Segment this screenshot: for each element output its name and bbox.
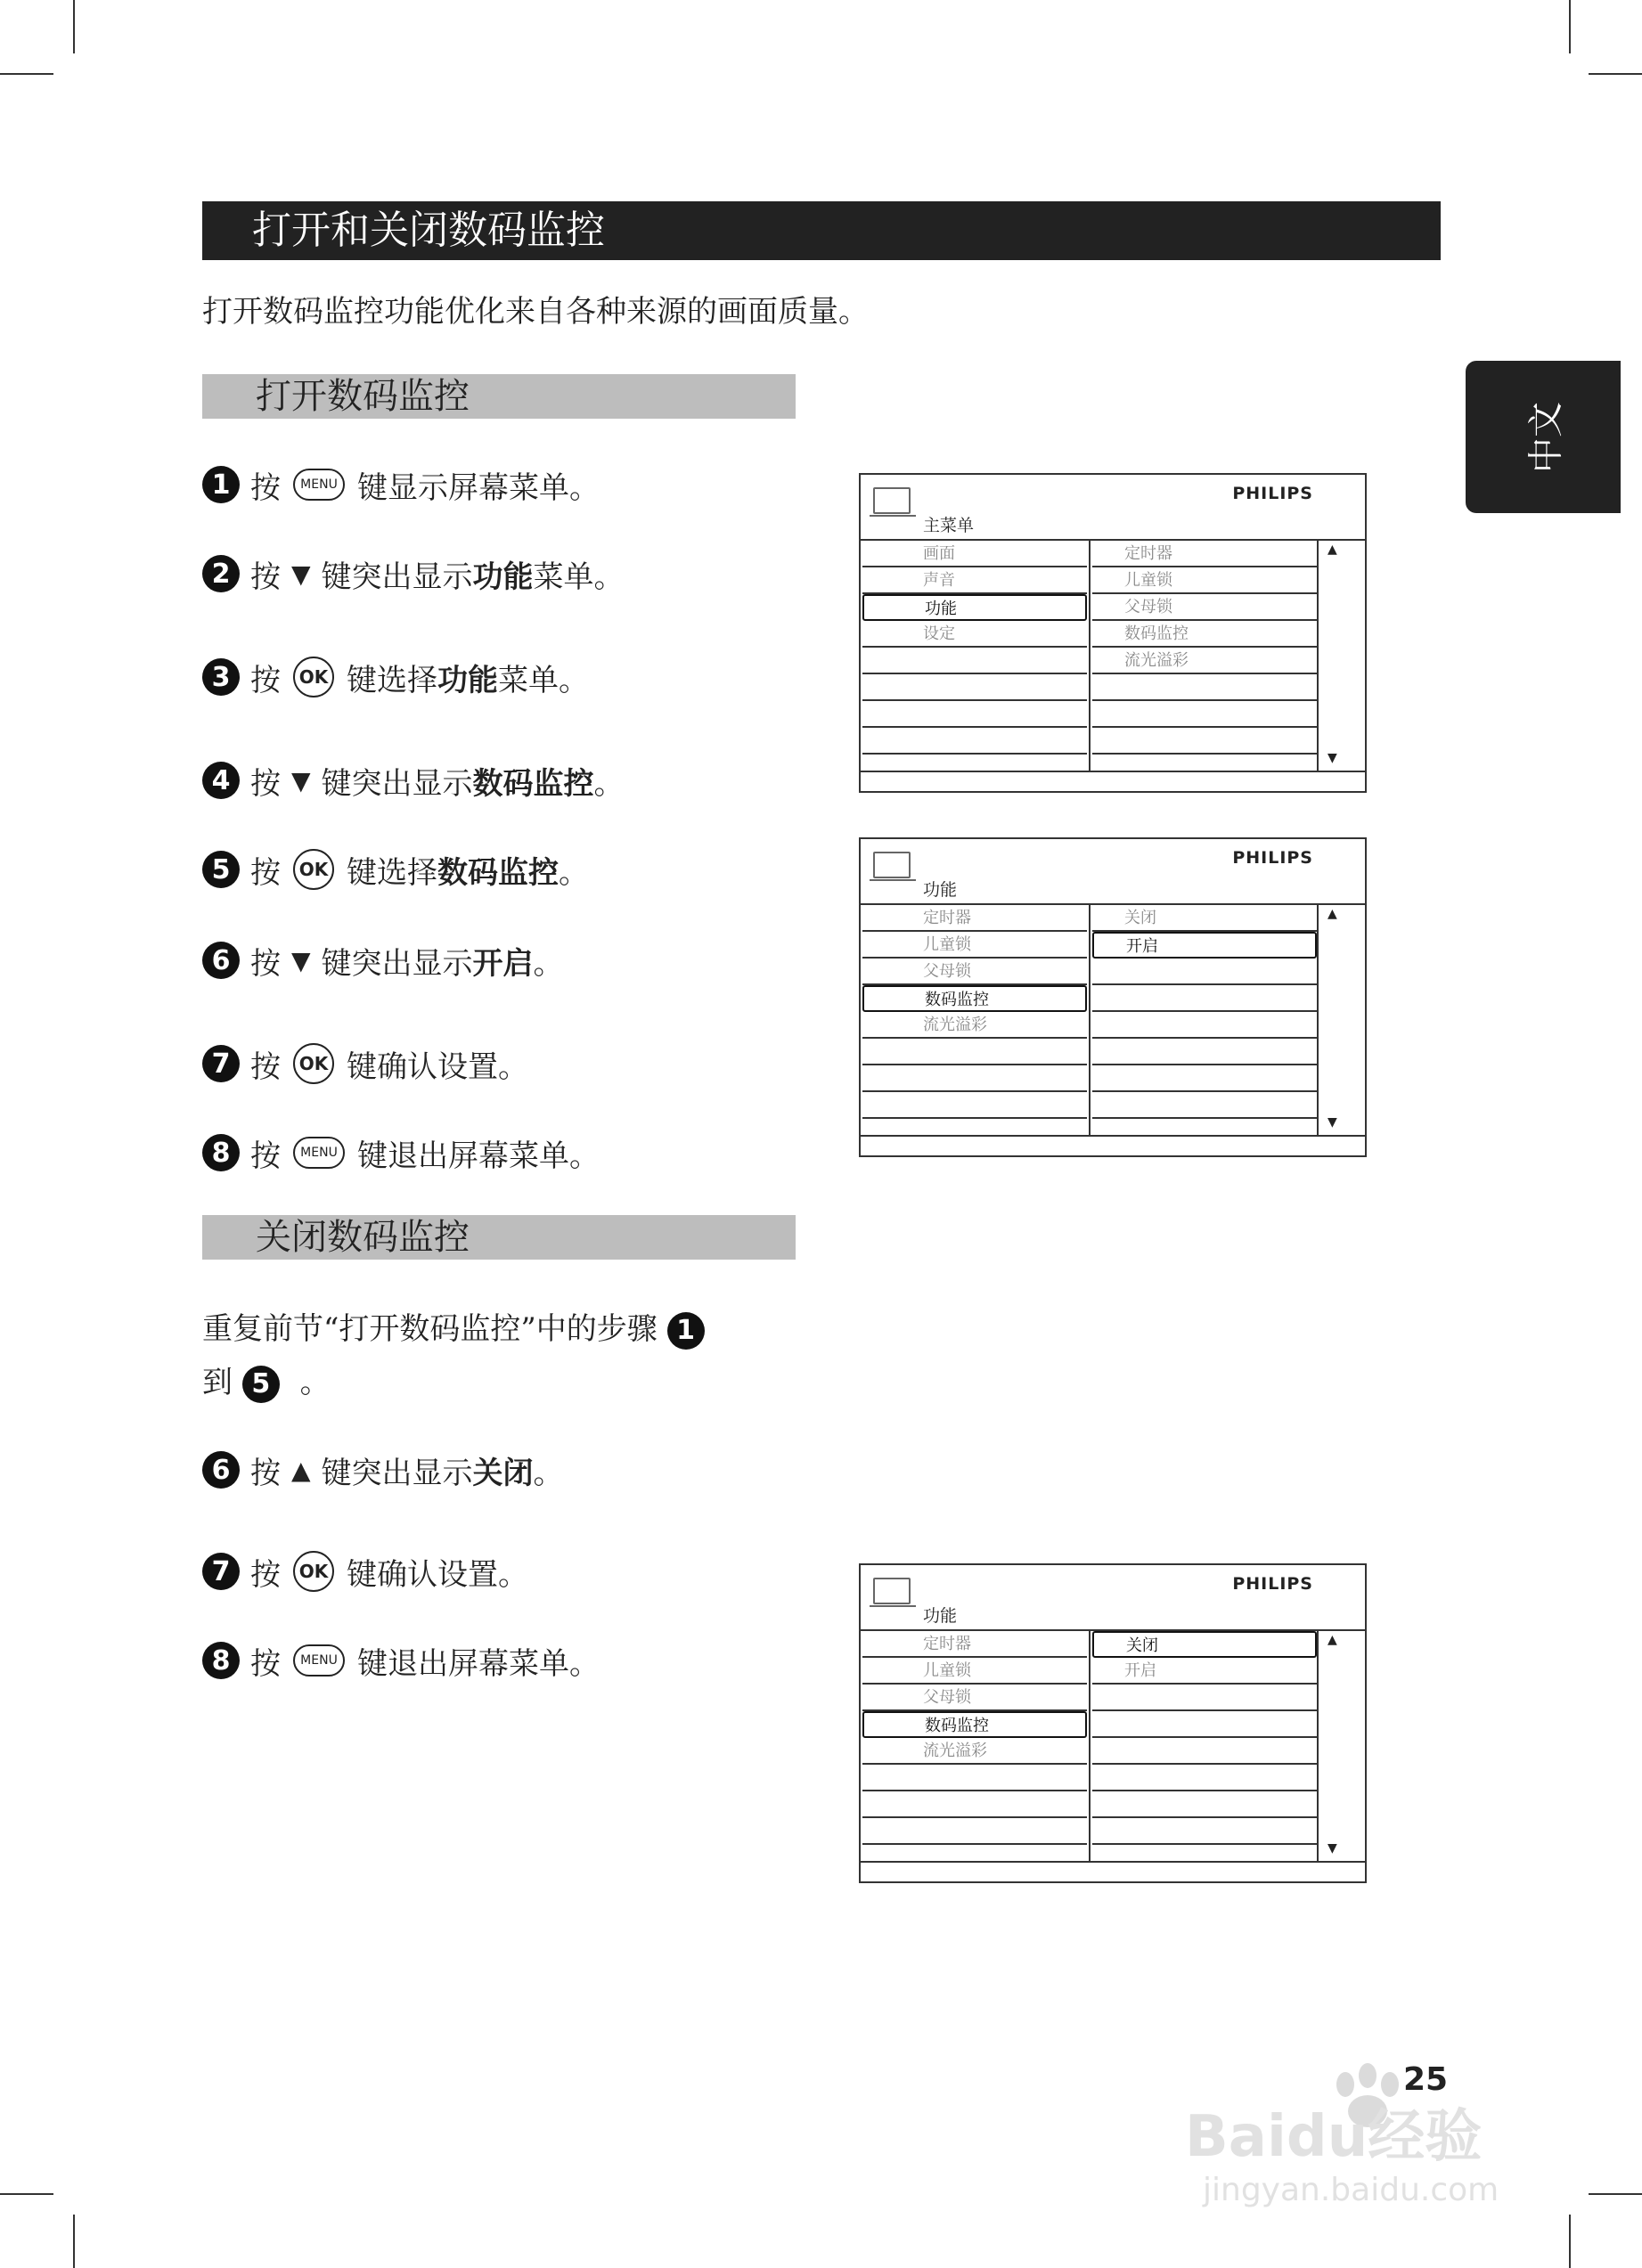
instruction-step: 6 按 ▼ 键突出显示 开启 。 [202, 939, 564, 982]
section-heading-off: 关闭数码监控 [202, 1215, 796, 1260]
menu-item[interactable] [862, 1791, 1087, 1818]
menu-item[interactable]: 设定 [862, 621, 1087, 648]
menu-item[interactable]: 定时器 [1092, 541, 1317, 567]
step-number: 8 [202, 1642, 240, 1679]
menu-item[interactable] [1092, 1818, 1317, 1845]
instruction-step: 3 按 OK 键选择 功能 菜单。 [202, 656, 589, 698]
menu-item[interactable]: 父母锁 [1092, 594, 1317, 621]
arrow-up-icon: ▲ [291, 1455, 311, 1485]
ok-button-icon: OK [293, 1043, 334, 1084]
menu-item[interactable] [1092, 1791, 1317, 1818]
scroll-down-icon: ▼ [1327, 1115, 1337, 1130]
menu-item[interactable] [1092, 701, 1317, 728]
osd-menu [859, 837, 1367, 1157]
menu-item[interactable] [862, 728, 1087, 755]
svg-text:jingyan.baidu.com: jingyan.baidu.com [1203, 2172, 1499, 2208]
crop-mark [0, 2193, 53, 2195]
menu-item[interactable]: 流光溢彩 [862, 1738, 1087, 1765]
crop-mark [0, 73, 53, 75]
page-number: 25 [1403, 2061, 1449, 2098]
brand-logo: PHILIPS [1232, 484, 1313, 503]
osd-menu [859, 1563, 1367, 1883]
menu-item[interactable] [862, 1765, 1087, 1791]
crop-mark [73, 2215, 75, 2268]
crop-mark [1589, 73, 1642, 75]
menu-item[interactable] [1092, 985, 1317, 1012]
menu-item[interactable] [1092, 728, 1317, 755]
tv-icon [873, 487, 911, 514]
instruction-step: 8 按 MENU 键退出屏幕菜单。 [202, 1639, 600, 1682]
crop-mark [1589, 2193, 1642, 2195]
step-number: 1 [667, 1312, 705, 1350]
menu-item[interactable] [1092, 1065, 1317, 1092]
arrow-down-icon: ▼ [291, 945, 311, 975]
baidu-watermark [1167, 2049, 1541, 2209]
menu-button-icon: MENU [293, 469, 345, 501]
scroll-down-icon: ▼ [1327, 1841, 1337, 1856]
instruction-step: 7 按 OK 键确认设置。 [202, 1550, 528, 1593]
instruction-step: 7 按 OK 键确认设置。 [202, 1042, 528, 1085]
menu-item[interactable]: 父母锁 [862, 1685, 1087, 1711]
menu-item[interactable]: 儿童锁 [1092, 567, 1317, 594]
menu-item[interactable]: 声音 [862, 567, 1087, 594]
menu-item[interactable] [1092, 1039, 1317, 1065]
menu-item[interactable]: 定时器 [862, 905, 1087, 932]
step-number: 8 [202, 1134, 240, 1171]
menu-item[interactable]: 关闭 [1092, 905, 1317, 932]
crop-mark [1569, 2215, 1571, 2268]
menu-item[interactable]: 儿童锁 [862, 932, 1087, 959]
menu-item[interactable] [862, 1065, 1087, 1092]
scroll-down-icon: ▼ [1327, 751, 1337, 765]
menu-item[interactable] [1092, 1738, 1317, 1765]
language-tab: 中文 [1466, 361, 1621, 513]
arrow-down-icon: ▼ [291, 559, 311, 589]
menu-item[interactable] [1092, 959, 1317, 985]
menu-item[interactable] [862, 648, 1087, 674]
menu-item[interactable]: 流光溢彩 [1092, 648, 1317, 674]
menu-item[interactable]: 流光溢彩 [862, 1012, 1087, 1039]
menu-header: 功能 [923, 1606, 958, 1626]
menu-header: 功能 [923, 880, 958, 900]
ok-button-icon: OK [293, 1551, 334, 1592]
instruction-step: 2 按 ▼ 键突出显示 功能 菜单。 [202, 552, 625, 595]
menu-item[interactable] [862, 1092, 1087, 1119]
menu-item[interactable]: 开启 [1092, 1658, 1317, 1685]
instruction-step: 6 按 ▲ 键突出显示 关闭 。 [202, 1448, 564, 1491]
section-heading-on: 打开数码监控 [202, 374, 796, 419]
menu-button-icon: MENU [293, 1137, 345, 1169]
page-title: 打开和关闭数码监控 [202, 201, 1441, 260]
menu-item[interactable]: 功能 [862, 594, 1087, 621]
menu-item[interactable] [1092, 1765, 1317, 1791]
menu-item[interactable] [862, 1818, 1087, 1845]
step-number: 6 [202, 942, 240, 979]
menu-item[interactable]: 关闭 [1092, 1631, 1317, 1658]
step-number: 7 [202, 1553, 240, 1590]
menu-item[interactable]: 定时器 [862, 1631, 1087, 1658]
brand-logo: PHILIPS [1232, 848, 1313, 868]
intro-text: 打开数码监控功能优化来自各种来源的画面质量。 [202, 294, 869, 330]
menu-header: 主菜单 [923, 516, 975, 535]
menu-item[interactable]: 数码监控 [862, 1711, 1087, 1738]
menu-item[interactable] [1092, 674, 1317, 701]
instruction-step: 8 按 MENU 键退出屏幕菜单。 [202, 1131, 600, 1174]
step-number: 6 [202, 1451, 240, 1489]
instruction-step: 4 按 ▼ 键突出显示 数码监控 。 [202, 759, 625, 802]
menu-item[interactable]: 儿童锁 [862, 1658, 1087, 1685]
menu-item[interactable] [1092, 1092, 1317, 1119]
scroll-up-icon: ▲ [1327, 907, 1337, 921]
menu-item[interactable]: 数码监控 [1092, 621, 1317, 648]
instruction-step: 5 按 OK 键选择 数码监控 。 [202, 848, 589, 891]
instruction-step: 1 按 MENU 键显示屏幕菜单。 [202, 463, 600, 506]
ok-button-icon: OK [293, 657, 334, 698]
menu-item[interactable]: 画面 [862, 541, 1087, 567]
step-number: 2 [202, 555, 240, 592]
brand-logo: PHILIPS [1232, 1574, 1313, 1594]
menu-item[interactable] [1092, 1685, 1317, 1711]
crop-mark [1569, 0, 1571, 53]
menu-item[interactable]: 开启 [1092, 932, 1317, 959]
menu-item[interactable]: 数码监控 [862, 985, 1087, 1012]
ok-button-icon: OK [293, 849, 334, 890]
svg-text:Baidu经验: Baidu经验 [1185, 2104, 1483, 2170]
crop-mark [73, 0, 75, 53]
osd-menu [859, 473, 1367, 793]
step-number: 3 [202, 658, 240, 696]
scroll-up-icon: ▲ [1327, 1633, 1337, 1647]
menu-item[interactable] [862, 674, 1087, 701]
step-number: 1 [202, 466, 240, 503]
tv-icon [873, 1578, 911, 1604]
menu-button-icon: MENU [293, 1644, 345, 1677]
menu-item[interactable] [1092, 1711, 1317, 1738]
tv-icon [873, 852, 911, 878]
scroll-up-icon: ▲ [1327, 543, 1337, 557]
step-number: 5 [242, 1366, 280, 1403]
menu-item[interactable] [862, 701, 1087, 728]
step-number: 5 [202, 851, 240, 888]
step-number: 7 [202, 1045, 240, 1082]
arrow-down-icon: ▼ [291, 765, 311, 795]
menu-item[interactable]: 父母锁 [862, 959, 1087, 985]
step-number: 4 [202, 762, 240, 799]
menu-item[interactable] [862, 1039, 1087, 1065]
menu-item[interactable] [1092, 1012, 1317, 1039]
repeat-instruction: 重复前节“打开数码监控”中的步骤 1 到 5 。 [202, 1302, 715, 1409]
